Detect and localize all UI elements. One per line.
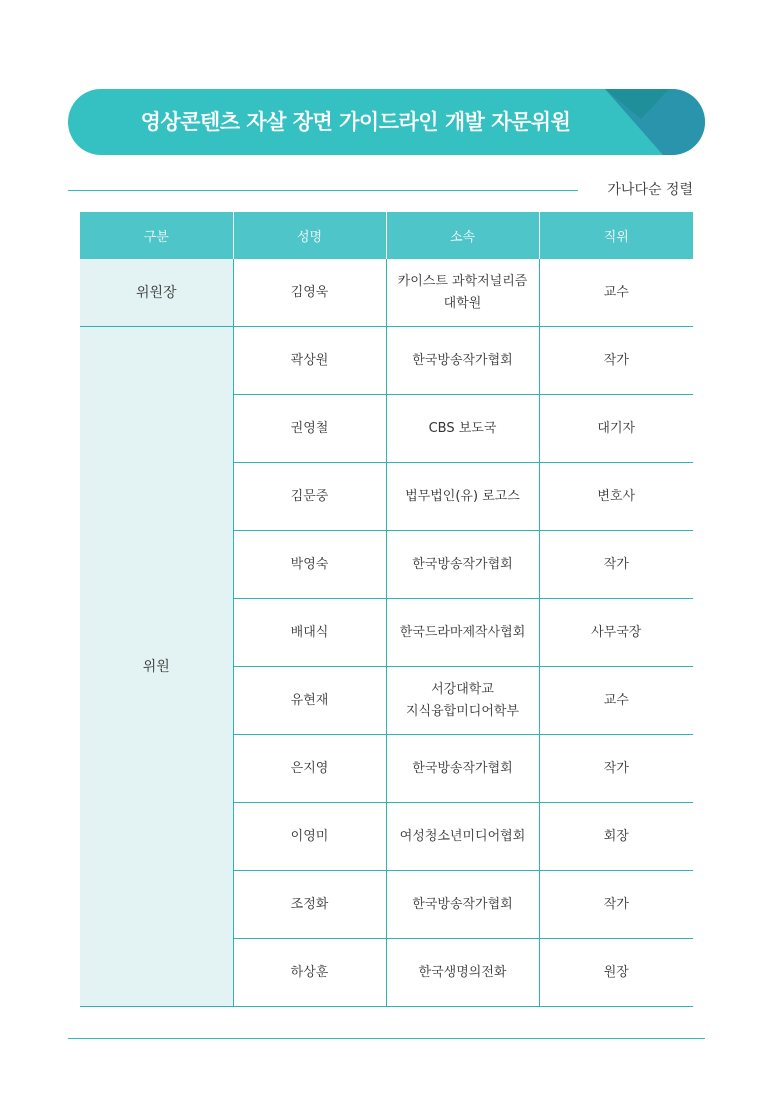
member-name: 배대식 [233,599,386,667]
advisory-members-table [80,212,693,1007]
member-name: 김영욱 [233,259,386,327]
member-name: 유현재 [233,667,386,735]
member-position: 회장 [539,803,693,871]
member-affiliation: 한국방송작가협회 [386,871,539,939]
member-affiliation: CBS 보도국 [386,395,539,463]
sort-row [68,176,705,204]
divider-line [68,190,578,191]
table-row [80,327,693,395]
member-affiliation: 한국방송작가협회 [386,531,539,599]
member-affiliation [386,259,539,327]
member-position: 사무국장 [539,599,693,667]
member-name: 하상훈 [233,939,386,1007]
member-position: 작가 [539,871,693,939]
member-position: 작가 [539,531,693,599]
header-position: 직위 [539,212,693,259]
member-position: 교수 [539,667,693,735]
category-chair: 위원장 [80,259,233,327]
member-position: 작가 [539,327,693,395]
sort-note: 가나다순 정렬 [607,182,693,198]
affiliation-line: 지식융합미디어학부 [405,703,520,719]
member-position: 작가 [539,735,693,803]
table-header-row [80,212,693,259]
affiliation-line: 서강대학교 [431,681,494,697]
table-row [80,259,693,327]
member-affiliation: 한국드라마제작사협회 [386,599,539,667]
affiliation-line: 대학원 [443,295,482,311]
member-affiliation [386,667,539,735]
member-affiliation: 한국생명의전화 [386,939,539,1007]
header-affiliation: 소속 [386,212,539,259]
member-affiliation: 법무법인(유) 로고스 [386,463,539,531]
member-name: 이영미 [233,803,386,871]
member-position: 교수 [539,259,693,327]
member-name: 김문중 [233,463,386,531]
page-title: 영상콘텐츠 자살 장면 가이드라인 개발 자문위원 [140,110,571,134]
member-name: 은지영 [233,735,386,803]
member-name: 권영철 [233,395,386,463]
member-affiliation: 한국방송작가협회 [386,327,539,395]
member-affiliation: 한국방송작가협회 [386,735,539,803]
header-name: 성명 [233,212,386,259]
member-affiliation: 여성청소년미디어협회 [386,803,539,871]
affiliation-line: 카이스트 과학저널리즘 [397,273,528,289]
member-position: 원장 [539,939,693,1007]
member-name: 박영숙 [233,531,386,599]
title-banner [68,89,705,155]
bottom-divider-line [68,1038,705,1039]
member-name: 곽상원 [233,327,386,395]
member-position: 변호사 [539,463,693,531]
category-member: 위원 [80,327,233,1007]
header-category: 구분 [80,212,233,259]
member-name: 조정화 [233,871,386,939]
member-position: 대기자 [539,395,693,463]
